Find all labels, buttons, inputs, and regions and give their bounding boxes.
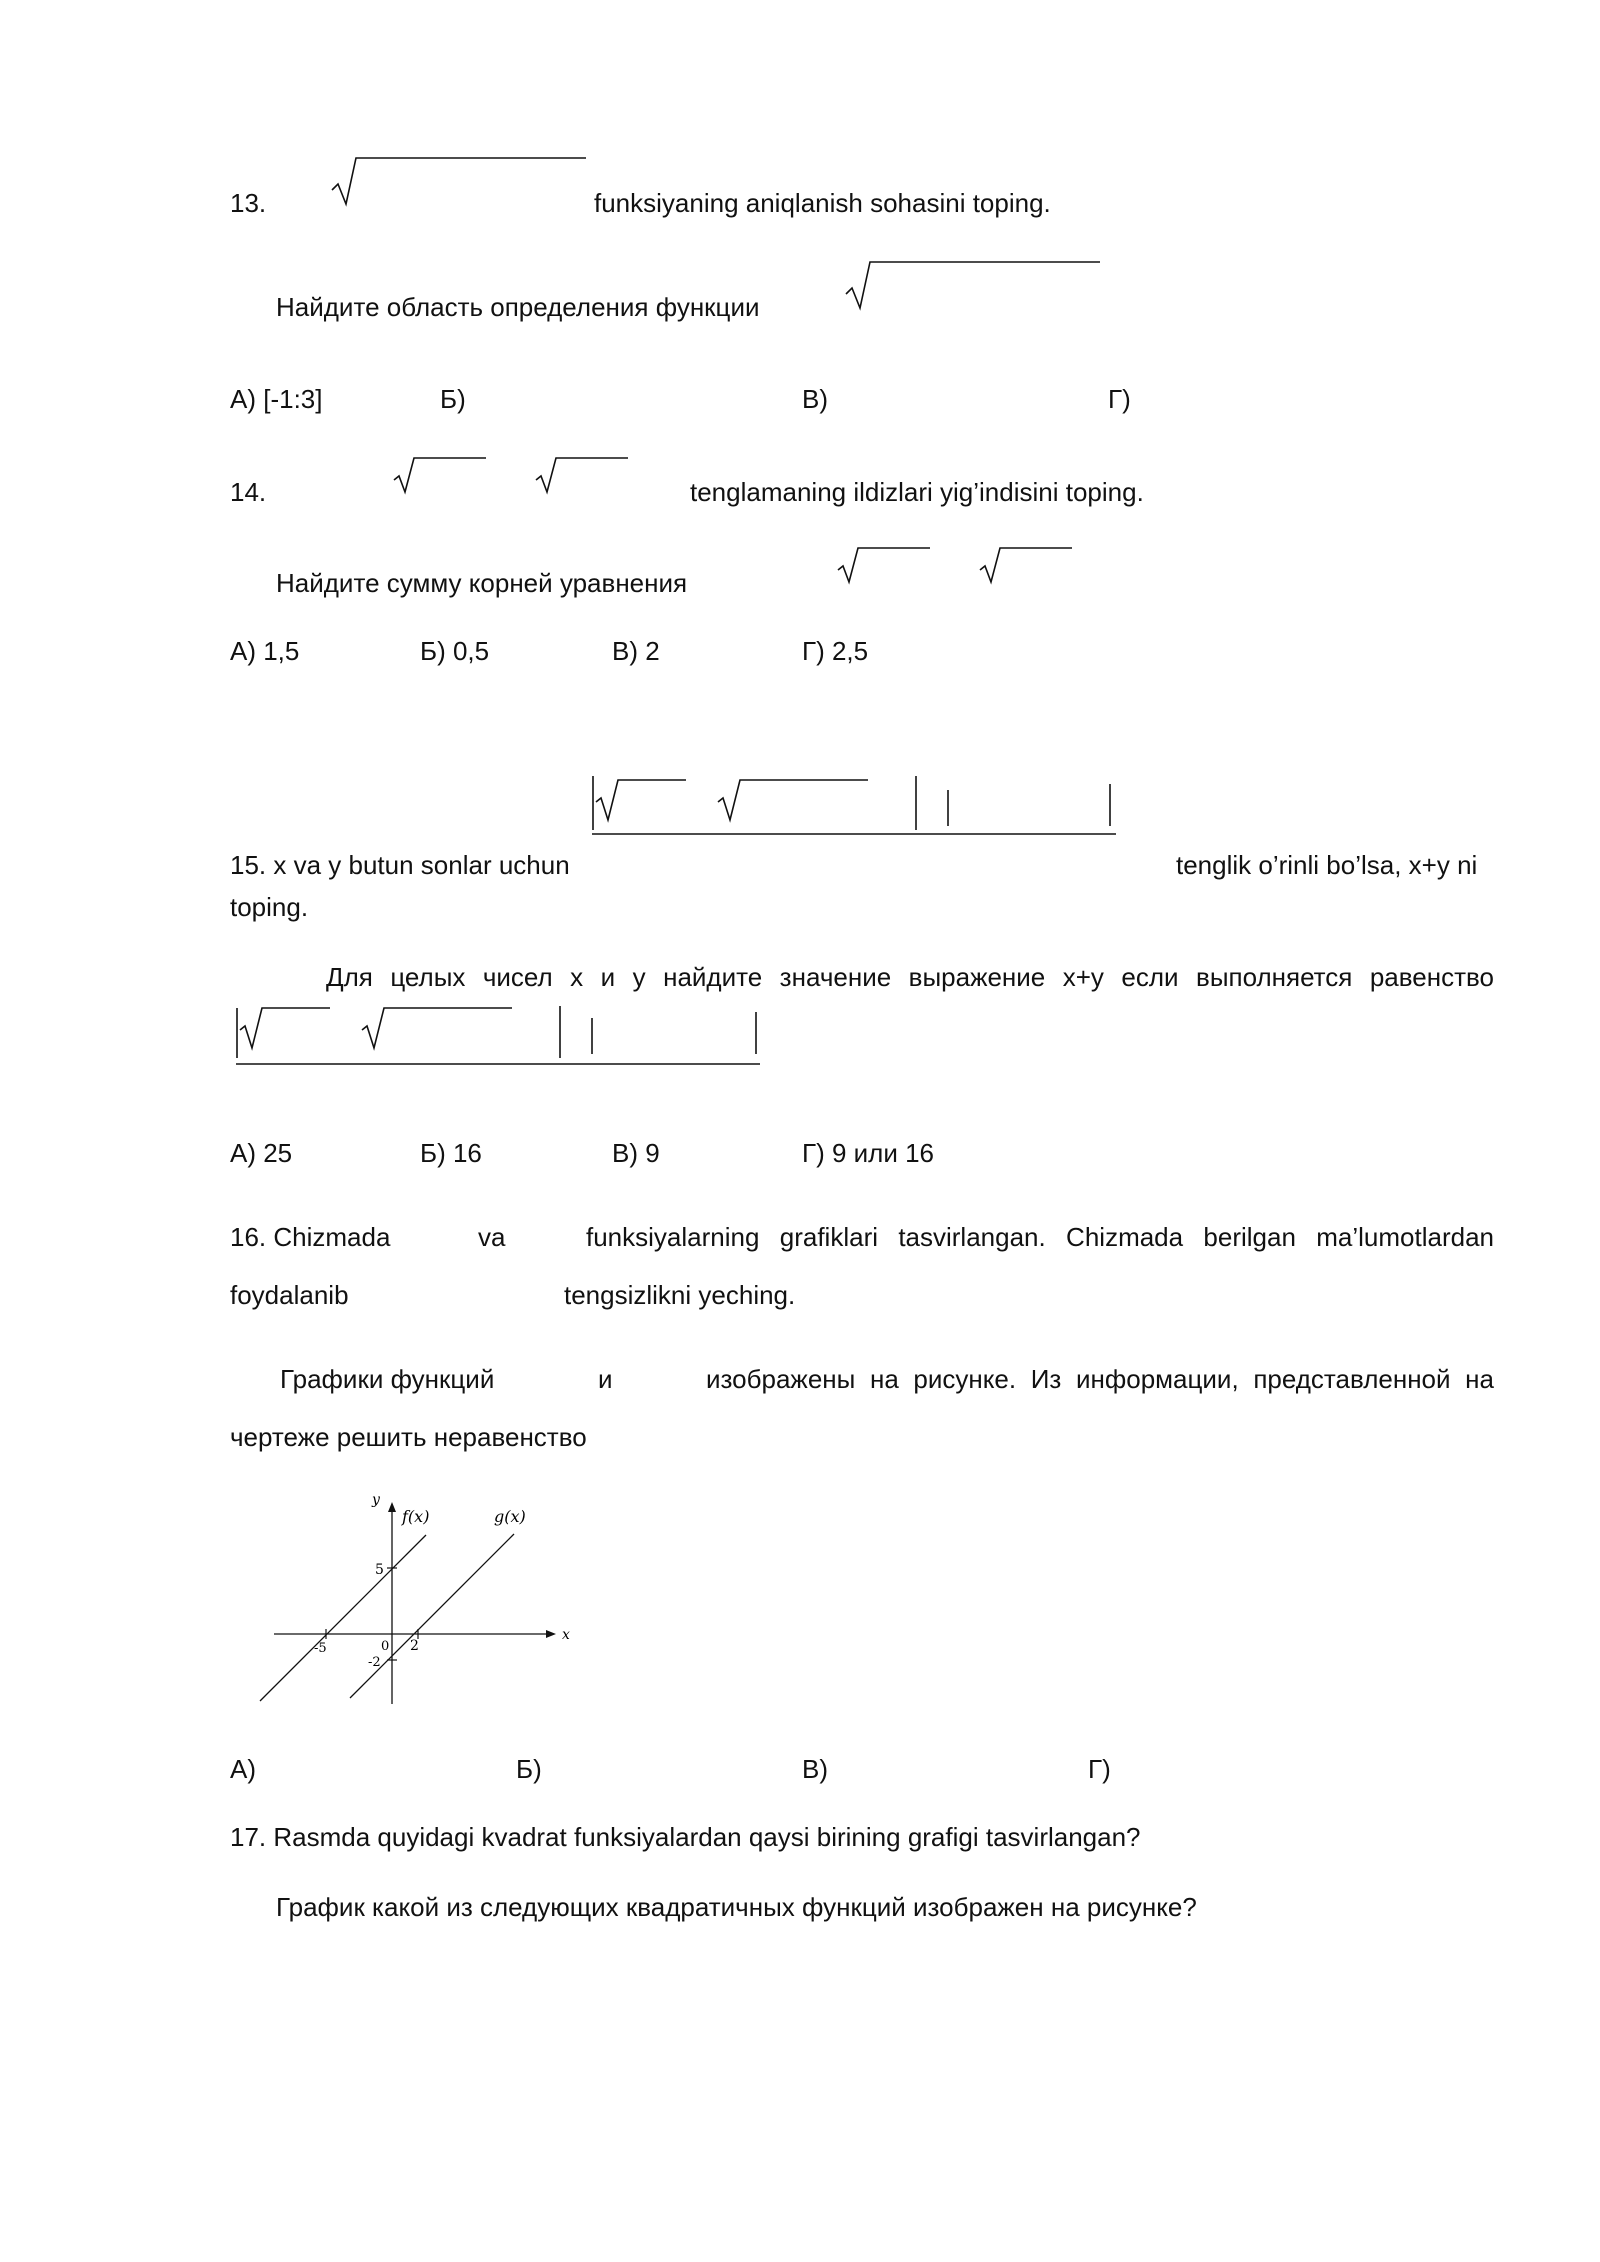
q16-ru-b: и — [598, 1364, 613, 1394]
q14-uz-text: tenglamaning ildizlari yig’indisini toping. — [690, 477, 1144, 507]
q13-ru-text: Найдите область определения функции — [276, 292, 760, 322]
q13-uz-text: funksiyaning aniqlanish sohasini toping. — [594, 188, 1051, 218]
q16-option-a[interactable]: А) — [230, 1754, 256, 1784]
q15-formula — [588, 772, 1116, 836]
tick-label-0: 0 — [381, 1639, 390, 1654]
q13-option-b[interactable]: Б) — [440, 384, 466, 414]
q14-option-d[interactable]: Г) 2,5 — [802, 636, 869, 666]
q16-ru-a: Графики функций — [280, 1364, 495, 1394]
y-axis-label: y — [372, 1492, 380, 1508]
q15-uz-start: 15. x va y butun sonlar uchun — [230, 850, 570, 880]
q15-uz-end: tenglik o’rinli bo’lsa, x+y ni — [1176, 850, 1478, 880]
q17-uz-text: 17. Rasmda quyidagi kvadrat funksiyalardan qaysi birining grafigi tasvirlangan? — [230, 1822, 1141, 1852]
q14-ru-radical-2 — [976, 540, 1076, 590]
q17-ru-text: График какой из следующих квадратичных функций изображен на рисунке? — [276, 1892, 1197, 1922]
q16-uz-e: tengsizlikni yeching. — [564, 1280, 796, 1310]
q16-uz-c: funksiyalarning grafiklari tasvirlangan. Chizmada berilgan ma’lumotlardan — [586, 1222, 1494, 1252]
q15-option-a[interactable]: А) 25 — [230, 1138, 293, 1168]
q14-ru-text: Найдите сумму корней уравнения — [276, 568, 688, 598]
f-label: f(x) — [402, 1507, 430, 1526]
q14-radical-1 — [390, 450, 490, 500]
q14-option-b[interactable]: Б) 0,5 — [420, 636, 490, 666]
g-line — [350, 1534, 514, 1698]
q16-option-d[interactable]: Г) — [1088, 1754, 1111, 1784]
q13-option-c[interactable]: В) — [802, 384, 828, 414]
q15-option-b[interactable]: Б) 16 — [420, 1138, 482, 1168]
q13-option-a[interactable]: А) [-1:3] — [230, 384, 323, 414]
q16-ru-d: чертеже решить неравенство — [230, 1422, 587, 1452]
tick-label-m2: -2 — [368, 1655, 381, 1670]
tick-label-5: 5 — [375, 1562, 384, 1578]
y-axis-arrow-icon — [388, 1502, 396, 1512]
q16-graph — [250, 1486, 590, 1714]
x-axis-arrow-icon — [546, 1630, 556, 1638]
q16-uz-b: va — [478, 1222, 506, 1252]
q13-radical — [328, 150, 590, 212]
tick-label-2: 2 — [410, 1638, 419, 1654]
q16-option-b[interactable]: Б) — [516, 1754, 542, 1784]
q16-ru-c: изображены на рисунке. Из информации, представленной на — [706, 1364, 1494, 1394]
x-axis-label: x — [562, 1627, 570, 1643]
g-label: g(x) — [494, 1507, 526, 1526]
q13-number: 13. — [230, 188, 267, 218]
f-line — [260, 1535, 426, 1701]
q14-number: 14. — [230, 477, 267, 507]
q14-ru-radical-1 — [834, 540, 934, 590]
q15-ru-text: Для целых чисел х и у найдите значение выражение х+у если выполняется равенство — [326, 962, 1494, 992]
tick-label-m5: -5 — [314, 1641, 327, 1656]
q15-ru-formula — [232, 1000, 762, 1066]
q15-uz-cont: toping. — [230, 892, 309, 922]
q13-ru-radical — [842, 254, 1104, 316]
q16-uz-d: foydalanib — [230, 1280, 349, 1310]
q14-radical-2 — [532, 450, 632, 500]
q15-option-d[interactable]: Г) 9 или 16 — [802, 1138, 935, 1168]
q16-option-c[interactable]: В) — [802, 1754, 828, 1784]
q15-option-c[interactable]: В) 9 — [612, 1138, 660, 1168]
q16-uz-a: 16. Chizmada — [230, 1222, 391, 1252]
q14-option-a[interactable]: А) 1,5 — [230, 636, 300, 666]
q13-option-d[interactable]: Г) — [1108, 384, 1131, 414]
q14-option-c[interactable]: В) 2 — [612, 636, 660, 666]
